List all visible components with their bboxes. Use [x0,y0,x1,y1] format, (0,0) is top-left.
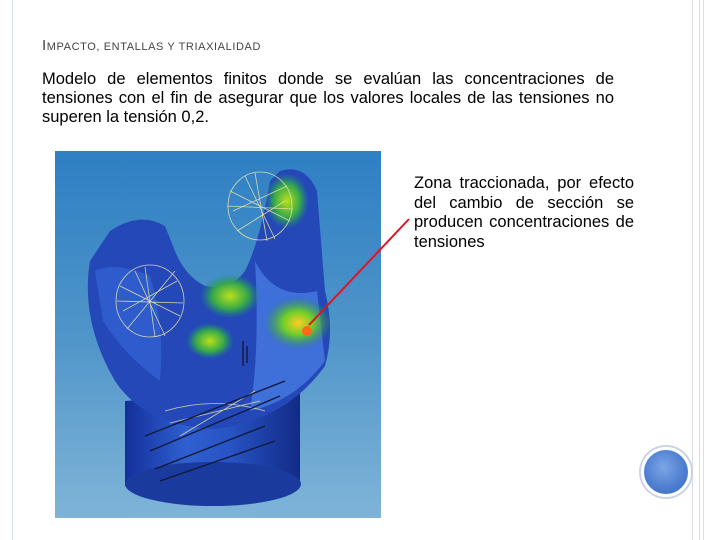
slide-title-rest: MPACTO, ENTALLAS Y TRIAXIALIDAD [46,41,262,53]
frame-line-right-1 [692,0,693,540]
slide-title-initial: I [42,37,47,54]
fem-stress-illustration [55,151,381,518]
frame-line-right-2 [699,0,700,540]
navigation-circle-button[interactable] [641,447,691,497]
fem-stress-figure [55,151,381,518]
stress-hotspot-main [264,297,332,349]
cylinder-bottom [125,462,301,506]
frame-line-left [12,0,13,540]
intro-paragraph: Modelo de elementos finitos donde se evalúan las concentraciones de tensiones con el fin de asegurar que los valores locales de las tensiones no superen la tensión 0,2. [42,70,614,126]
frame-line-right-3 [703,0,704,540]
callout-text: Zona traccionada, por efecto del cambio de sección se producen concentraciones de tensiones [414,174,634,251]
stress-hotspot-center [200,274,260,318]
slide-title [42,37,261,54]
stress-peak-point [302,326,312,336]
stress-hotspot-neck [186,323,234,359]
stress-hotspot-top [265,173,309,229]
